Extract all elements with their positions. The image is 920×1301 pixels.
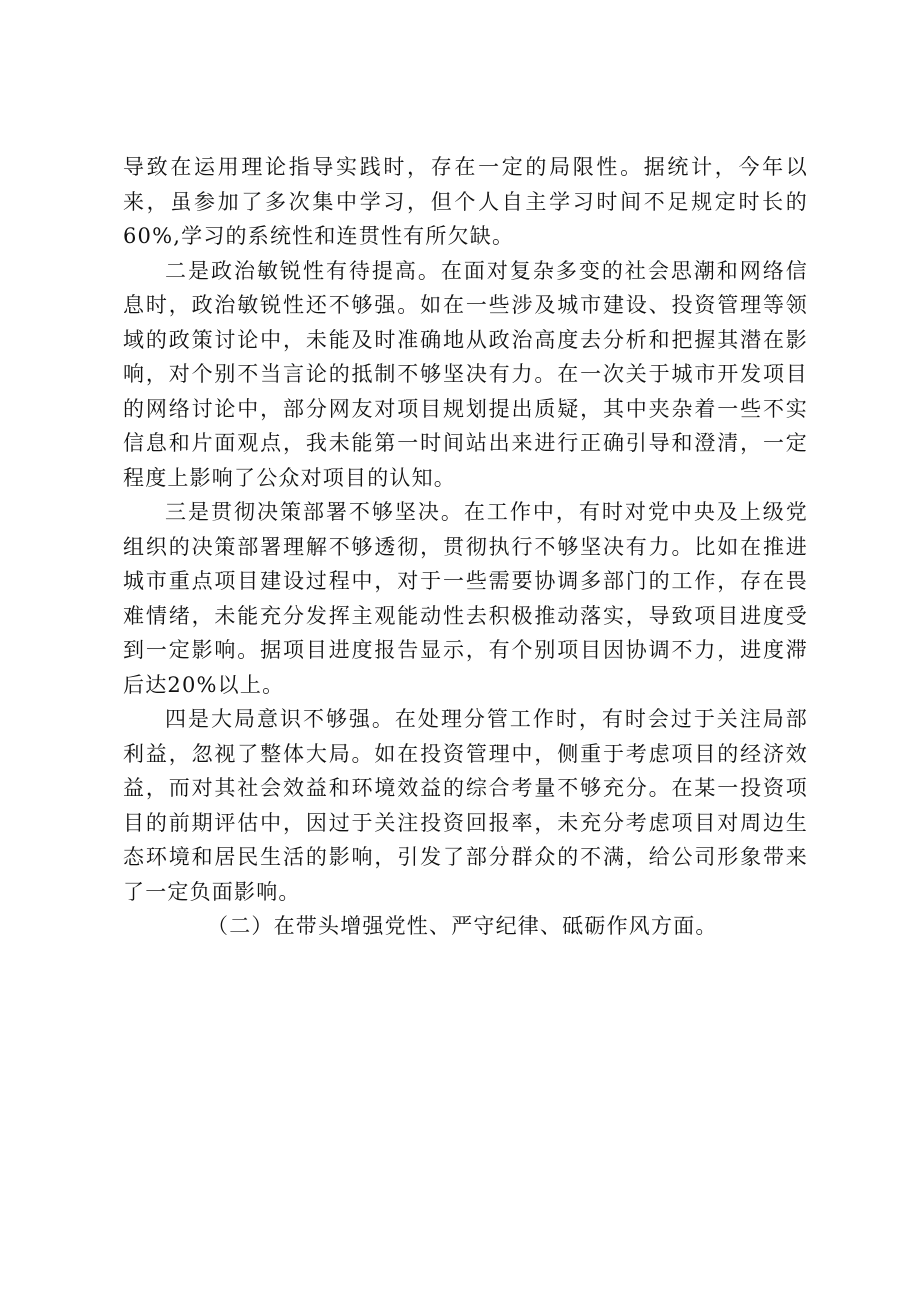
paragraph-overall-awareness: 四是大局意识不够强。在处理分管工作时，有时会过于关注局部利益，忽视了整体大局。如在投资管理中，侧重于考虑项目的经济效益，而对其社会效益和环境效益的综合考量不够充分。在某一投资项目的前期评估中，因过于关注投资回报率，未充分考虑项目对周边生态环境和居民生活的影响，引发了部分群众的不满，给公司形象带来了一定负面影响。 [123,707,808,904]
section-heading: （二）在带头增强党性、严守纪律、砥砺作风方面。 [207,914,718,938]
paragraph-political-sensitivity: 二是政治敏锐性有待提高。在面对复杂多变的社会思潮和网络信息时，政治敏锐性还不够强。如在一些涉及城市建设、投资管理等领域的政策讨论中，未能及时准确地从政治高度去分析和把握其潜在影响，对个别不当言论的抵制不够坚决有力。在一次关于城市开发项目的网络讨论中，部分网友对项目规划提出质疑，其中夹杂着一些不实信息和片面观点，我未能第一时间站出来进行正确引导和澄清，一定程度上影响了公众对项目的认知。 [123,258,808,490]
paragraph-decision-implementation: 三是贯彻决策部署不够坚决。在工作中，有时对党中央及上级党组织的决策部署理解不够透彻，贯彻执行不够坚决有力。比如在推进城市重点项目建设过程中，对于一些需要协调多部门的工作，存在畏难情绪，未能充分发挥主观能动性去积极推动落实，导致项目进度受到一定影响。据项目进度报告显示，有个别项目因协调不力，进度滞后达20%以上。 [123,500,808,697]
document-body [123,150,808,944]
paragraph-continuation: 导致在运用理论指导实践时，存在一定的局限性。据统计，今年以来，虽参加了多次集中学习，但个人自主学习时间不足规定时长的60%,学习的系统性和连贯性有所欠缺。 [123,155,808,248]
